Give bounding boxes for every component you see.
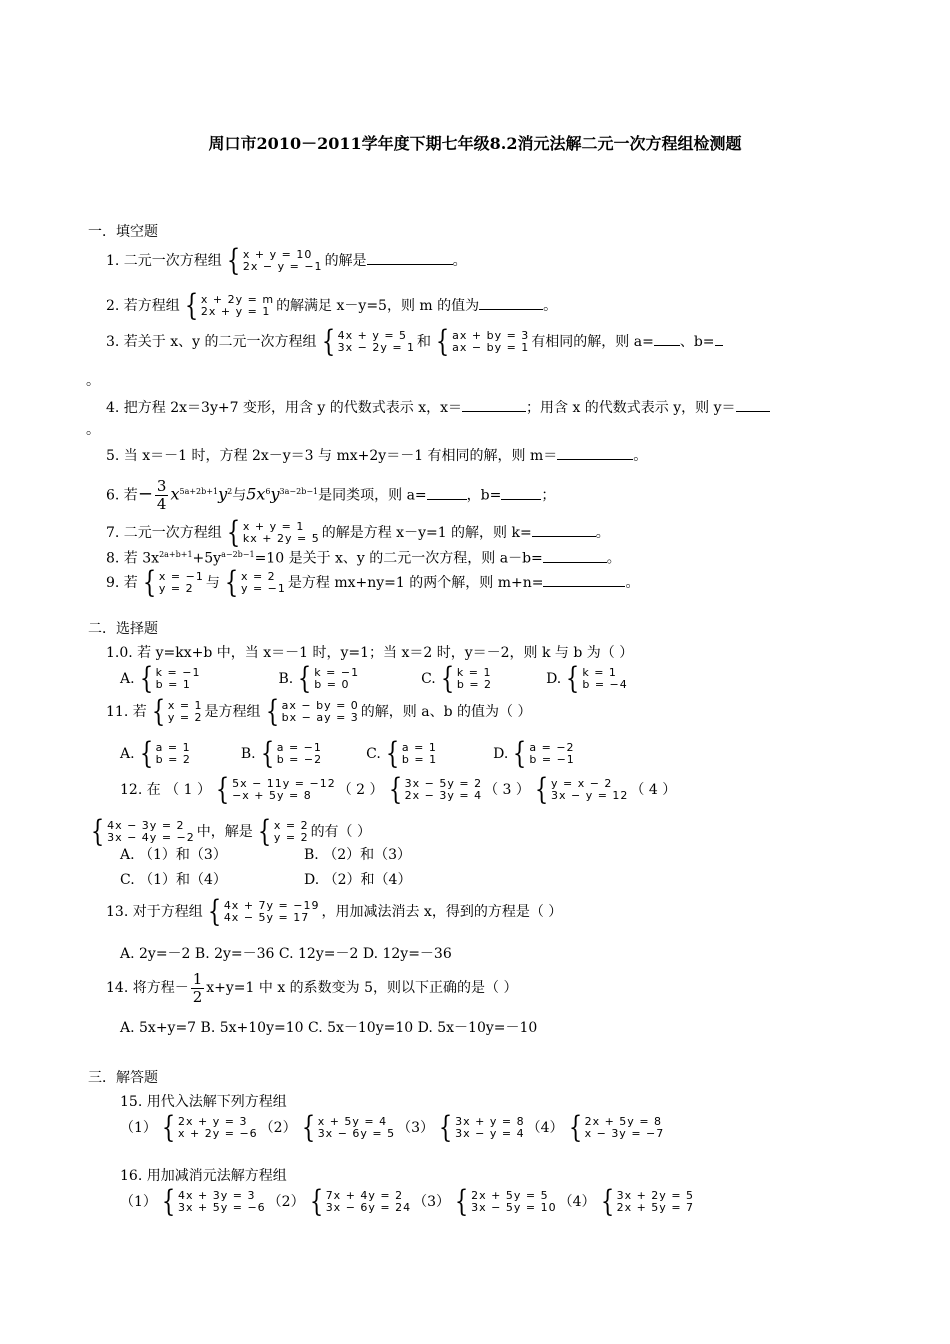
equation: b = 1 xyxy=(155,678,191,691)
exponent: 2a+b+1 xyxy=(159,550,193,559)
q3-text-after: 有相同的解，则 a= xyxy=(531,334,654,350)
q2-text: 2. 若方程组 xyxy=(106,298,180,314)
equation-system: { 2x + 5y = 5 3x − 5y = 10 xyxy=(454,1184,557,1219)
equation-system: { 2x + 5y = 8 x − 3y = −7 xyxy=(568,1110,665,1145)
question-12 xyxy=(120,772,677,807)
q12-option-d[interactable]: D. （2）和（4） xyxy=(304,872,412,888)
equation: 3x − 6y = 24 xyxy=(325,1201,412,1214)
exponent: a−2b−1 xyxy=(221,550,255,559)
equation: y = 2 xyxy=(158,582,194,595)
equation: k = 1 xyxy=(582,666,617,679)
equation: b = 2 xyxy=(155,753,191,766)
equation: 4x − 5y = 17 xyxy=(223,911,310,924)
section-heading-fill-in: 一．填空题 xyxy=(88,224,158,240)
q1-text-after: 的解是 xyxy=(324,253,367,269)
numerator: 1 xyxy=(192,969,203,988)
equation: 3x + 5y = −6 xyxy=(178,1201,266,1214)
q6-b: ，b= xyxy=(466,487,502,504)
q15-items xyxy=(120,1110,666,1145)
q13-text-after: ，用加减法消去 x，得到的方程是（ ） xyxy=(321,904,563,920)
q4-text: 4. 把方程 2x＝3y+7 变形，用含 y 的代数式表示 x，x＝ xyxy=(106,400,463,416)
equation: x + y = 1 xyxy=(242,520,305,533)
equation-system: { y = x − 2 3x − y = 12 xyxy=(534,772,629,807)
equation-system: { x = 2 y = 2 xyxy=(257,814,309,849)
equation: b = −4 xyxy=(582,678,628,691)
q7-text-after: 的解是方程 x－y=1 的解，则 k= xyxy=(321,525,532,541)
q11-mid: 是方程组 xyxy=(204,704,261,720)
equation: 2x + y = 1 xyxy=(200,305,271,318)
equation: x + y = 10 xyxy=(242,248,313,261)
question-4 xyxy=(106,397,770,418)
equation: 4x + y = 5 xyxy=(337,329,408,342)
equation-system: { x + 5y = 4 3x − 6y = 5 xyxy=(301,1110,396,1145)
exponent: 6 xyxy=(265,487,271,496)
equation: b = 0 xyxy=(314,678,350,691)
option-c[interactable]: { k = 1 b = 2 xyxy=(440,661,493,696)
item-label: （3） xyxy=(397,1120,435,1136)
question-16: 16. 用加减消元法解方程组 xyxy=(120,1168,287,1184)
q12-text: 12. 在 （ 1 ） xyxy=(120,782,211,798)
equation: b = 2 xyxy=(456,678,493,691)
option-label: A. xyxy=(120,746,135,762)
equation: x = 2 xyxy=(240,570,276,583)
equation: 5x − 11y = −12 xyxy=(232,777,336,790)
q12-continued xyxy=(86,814,372,849)
equation-system: { x + 2y = m 2x + y = 1 xyxy=(184,288,275,323)
q11-options xyxy=(120,736,577,771)
equation: 3x − y = 12 xyxy=(550,789,629,802)
equation-system: { 4x − 3y = 2 3x − 4y = −2 xyxy=(90,814,195,849)
equation-system: { ax + by = 3 ax − by = 1 xyxy=(435,324,530,359)
item-label: （3） xyxy=(413,1194,451,1210)
option-d[interactable]: { k = 1 b = −4 xyxy=(566,661,628,696)
equation-system: { x + y = 10 2x − y = −1 xyxy=(226,243,323,278)
answer-blank[interactable] xyxy=(367,250,453,265)
option-b[interactable]: { k = −1 b = 0 xyxy=(298,661,360,696)
denominator: 4 xyxy=(156,495,167,514)
option-label: C. xyxy=(421,671,436,687)
equation-system: { ax − by = 0 bx − ay = 3 xyxy=(265,694,359,729)
equation: a = −2 xyxy=(529,741,575,754)
question-2 xyxy=(106,288,558,323)
item-label: （2） xyxy=(267,1194,305,1210)
equation: 4x + 7y = −19 xyxy=(223,899,320,912)
question-9 xyxy=(106,565,640,600)
equation: a = −1 xyxy=(276,741,322,754)
q10-options xyxy=(120,661,630,696)
question-13 xyxy=(106,894,563,929)
q14-options[interactable]: A. 5x+y=7 B. 5x+10y=10 C. 5x－10y=10 D. 5x－10y=－10 xyxy=(120,1020,538,1036)
q9-with: 与 xyxy=(205,575,220,591)
option-label: A. xyxy=(120,671,135,687)
equation-system: { x = 1 y = 2 xyxy=(151,694,203,729)
equation: 3x + y = 8 xyxy=(455,1115,525,1128)
exponent: 5a+2b+1 xyxy=(179,487,219,496)
punct: 。 xyxy=(595,525,610,541)
equation: 3x − 6y = 5 xyxy=(317,1127,396,1140)
q5-text: 5. 当 x＝－1 时，方程 2x－y＝3 与 mx+2y＝－1 有相同的解，则 m＝ xyxy=(106,448,558,464)
q12-label-4: （ 4 ） xyxy=(630,782,677,798)
equation: k = −1 xyxy=(314,666,360,679)
option-a[interactable]: { k = −1 b = 1 xyxy=(139,661,201,696)
page-title: 周口市2010－2011学年度下期七年级8.2消元法解二元一次方程组检测题 xyxy=(208,134,742,153)
item-label: （2） xyxy=(259,1120,297,1136)
option-label: B. xyxy=(240,746,256,762)
denominator: 2 xyxy=(192,987,203,1006)
equation: 2x − y = −1 xyxy=(242,260,323,273)
exponent: 2 xyxy=(227,487,233,496)
equation-system: { 4x + 3y = 3 3x + 5y = −6 xyxy=(161,1184,266,1219)
punct: ； xyxy=(541,487,556,504)
question-3 xyxy=(106,324,723,359)
answer-blank-a[interactable] xyxy=(427,485,467,500)
equation: y = x − 2 xyxy=(550,777,613,790)
option-label: D. xyxy=(546,671,562,687)
question-10: 1.0. 若 y=kx+b 中，当 x＝－1 时，y=1；当 x＝2 时，y＝－2，则 k 与 b 为（ ） xyxy=(106,645,634,661)
equation: ax + by = 3 xyxy=(452,329,530,342)
term-base: 5x xyxy=(246,484,266,504)
question-8 xyxy=(106,545,621,569)
answer-blank[interactable] xyxy=(736,397,770,412)
q2-text-after: 的解满足 x－y=5，则 m 的值为 xyxy=(276,298,480,314)
equation: 3x − y = 4 xyxy=(455,1127,525,1140)
section-heading-choice: 二．选择题 xyxy=(88,621,158,637)
q13-text: 13. 对于方程组 xyxy=(106,904,203,920)
exponent: 3a−2b−1 xyxy=(279,487,319,496)
equation: x = −1 xyxy=(158,570,204,583)
q3-b: 、b= xyxy=(679,334,715,350)
question-7 xyxy=(106,515,610,550)
numerator: 3 xyxy=(156,477,167,496)
question-1 xyxy=(106,243,467,278)
answer-blank[interactable] xyxy=(462,397,526,412)
answer-blank-b[interactable] xyxy=(715,331,723,346)
equation: x + 2y = −6 xyxy=(178,1127,258,1140)
answer-blank[interactable] xyxy=(479,295,543,310)
q6-text-after: 是同类项，则 a= xyxy=(318,487,427,504)
q11-text: 11. 若 xyxy=(106,704,147,720)
equation: a = 1 xyxy=(155,741,191,754)
item-label: （1） xyxy=(120,1194,157,1210)
q12-label-2: （ 2 ） xyxy=(337,782,384,798)
answer-blank-a[interactable] xyxy=(654,331,680,346)
equation-system: { x = −1 y = 2 xyxy=(142,565,204,600)
q12-option-a[interactable]: A. （1）和（3） xyxy=(120,847,227,863)
option-label: B. xyxy=(278,671,294,687)
equation-system: { 5x − 11y = −12 −x + 5y = 8 xyxy=(215,772,336,807)
equation: b = −1 xyxy=(529,753,575,766)
equation: x + 2y = m xyxy=(200,293,275,306)
answer-blank-b[interactable] xyxy=(501,485,541,500)
equation-system: { x + y = 1 kx + 2y = 5 xyxy=(226,515,320,550)
q14-text: 14. 将方程－ xyxy=(106,980,189,996)
q6-text: 6. 若 xyxy=(106,487,138,504)
equation: 7x + 4y = 2 xyxy=(325,1189,404,1202)
equation-system: { 4x + 7y = −19 4x − 5y = 17 xyxy=(207,894,320,929)
option-a[interactable]: { a = 1 b = 2 xyxy=(139,736,191,771)
option-label: C. xyxy=(366,746,381,762)
q9-text: 9. 若 xyxy=(106,575,138,591)
punct: 。 xyxy=(625,575,640,591)
equation-system: { 3x + 2y = 5 2x + 5y = 7 xyxy=(600,1184,695,1219)
equation-system: { 3x − 5y = 2 2x − 3y = 4 xyxy=(388,772,483,807)
answer-blank[interactable] xyxy=(543,548,607,563)
q3-text: 3. 若关于 x、y 的二元一次方程组 xyxy=(106,334,317,350)
punct: 。 xyxy=(633,448,648,464)
equation: bx − ay = 3 xyxy=(281,711,359,724)
equation: k = −1 xyxy=(155,666,201,679)
equation: b = −2 xyxy=(276,753,323,766)
equation: 2x + 5y = 5 xyxy=(471,1189,549,1202)
q8-text: 8. 若 3x xyxy=(106,550,160,567)
answer-blank[interactable] xyxy=(557,445,633,460)
fraction xyxy=(155,478,169,513)
option-b[interactable]: { a = −1 b = −2 xyxy=(260,736,323,771)
equation: 3x − 4y = −2 xyxy=(107,831,195,844)
punct: 。 xyxy=(606,550,621,567)
q13-options[interactable]: A. 2y=－2 B. 2y=－36 C. 12y=－2 D. 12y=－36 xyxy=(120,946,452,962)
equation: ax − by = 1 xyxy=(452,341,530,354)
equation: 2x − 3y = 4 xyxy=(404,789,483,802)
equation: 2x + y = 3 xyxy=(178,1115,248,1128)
equation: 3x − 2y = 1 xyxy=(337,341,416,354)
option-c[interactable]: { a = 1 b = 1 xyxy=(385,736,438,771)
question-5 xyxy=(106,445,647,466)
q3-and: 和 xyxy=(417,334,432,350)
equation: 2x + 5y = 8 xyxy=(584,1115,663,1128)
q1-text: 1. 二元一次方程组 xyxy=(106,253,222,269)
equation: 3x − 5y = 2 xyxy=(404,777,483,790)
q9-text-after: 是方程 mx+ny=1 的两个解，则 m+n= xyxy=(287,575,544,591)
question-14 xyxy=(106,970,518,1006)
q8-text-after: =10 是关于 x、y 的二元一次方程，则 a－b= xyxy=(254,550,543,567)
answer-blank[interactable] xyxy=(532,522,596,537)
equation: −x + 5y = 8 xyxy=(232,789,312,802)
q14-text-after: x+y=1 中 x 的系数变为 5，则以下正确的是（ ） xyxy=(206,980,518,996)
equation: 4x − 3y = 2 xyxy=(107,819,185,832)
equation-system: { 4x + y = 5 3x − 2y = 1 xyxy=(321,324,416,359)
equation: x − 3y = −7 xyxy=(584,1127,665,1140)
equation-system: { 2x + y = 3 x + 2y = −6 xyxy=(161,1110,258,1145)
equation: y = −1 xyxy=(240,582,286,595)
q12-option-c[interactable]: C. （1）和（4） xyxy=(120,872,227,888)
item-label: （4） xyxy=(526,1120,564,1136)
equation: x = 1 xyxy=(167,699,203,712)
q7-text: 7. 二元一次方程组 xyxy=(106,525,222,541)
question-11 xyxy=(106,694,532,729)
q3-wrap: 。 xyxy=(86,373,100,389)
equation: x + 5y = 4 xyxy=(317,1115,388,1128)
equation: y = 2 xyxy=(273,831,309,844)
q6-with: 与 xyxy=(232,487,247,504)
equation-system: { 3x + y = 8 3x − y = 4 xyxy=(438,1110,525,1145)
equation: ax − by = 0 xyxy=(281,699,359,712)
equation: b = 1 xyxy=(401,753,438,766)
equation-system: { 7x + 4y = 2 3x − 6y = 24 xyxy=(309,1184,412,1219)
equation: x = 2 xyxy=(273,819,309,832)
punct: 。 xyxy=(452,253,467,269)
equation: 3x + 2y = 5 xyxy=(616,1189,695,1202)
answer-blank[interactable] xyxy=(543,572,625,587)
q8-mid: +5y xyxy=(192,550,222,567)
q12-text-after: 的有（ ） xyxy=(310,824,372,840)
equation: 2x + 5y = 7 xyxy=(616,1201,695,1214)
q12-label-3: （ 3 ） xyxy=(484,782,530,798)
section-heading-solve: 三．解答题 xyxy=(88,1070,158,1086)
equation-system: { x = 2 y = −1 xyxy=(224,565,286,600)
punct: 。 xyxy=(543,298,558,314)
option-label: D. xyxy=(493,746,509,762)
q12-option-b[interactable]: B. （2）和（3） xyxy=(304,847,412,863)
item-label: （1） xyxy=(120,1120,157,1136)
equation: 3x − 5y = 10 xyxy=(471,1201,557,1214)
q4-wrap: 。 xyxy=(86,422,100,438)
q4-text-mid: ；用含 x 的代数式表示 y，则 y＝ xyxy=(526,400,736,416)
fraction xyxy=(191,971,205,1006)
question-15: 15. 用代入法解下列方程组 xyxy=(120,1094,287,1110)
equation: kx + 2y = 5 xyxy=(242,532,320,545)
q11-text-after: 的解，则 a、b 的值为（ ） xyxy=(360,704,532,720)
option-d[interactable]: { a = −2 b = −1 xyxy=(513,736,575,771)
equation: 4x + 3y = 3 xyxy=(178,1189,256,1202)
question-6: 6. 若− $\frac{3}{4}$ $x^{5a+2b+1}y^2$与$5x^6y^{3a-2b-1}$是同类项，则 a= ，b= ； xyxy=(106,477,556,514)
equation: k = 1 xyxy=(456,666,492,679)
equation: a = 1 xyxy=(401,741,437,754)
q16-items xyxy=(120,1184,696,1219)
item-label: （4） xyxy=(558,1194,596,1210)
q12-mid: 中，解是 xyxy=(196,824,253,840)
equation: y = 2 xyxy=(167,711,203,724)
